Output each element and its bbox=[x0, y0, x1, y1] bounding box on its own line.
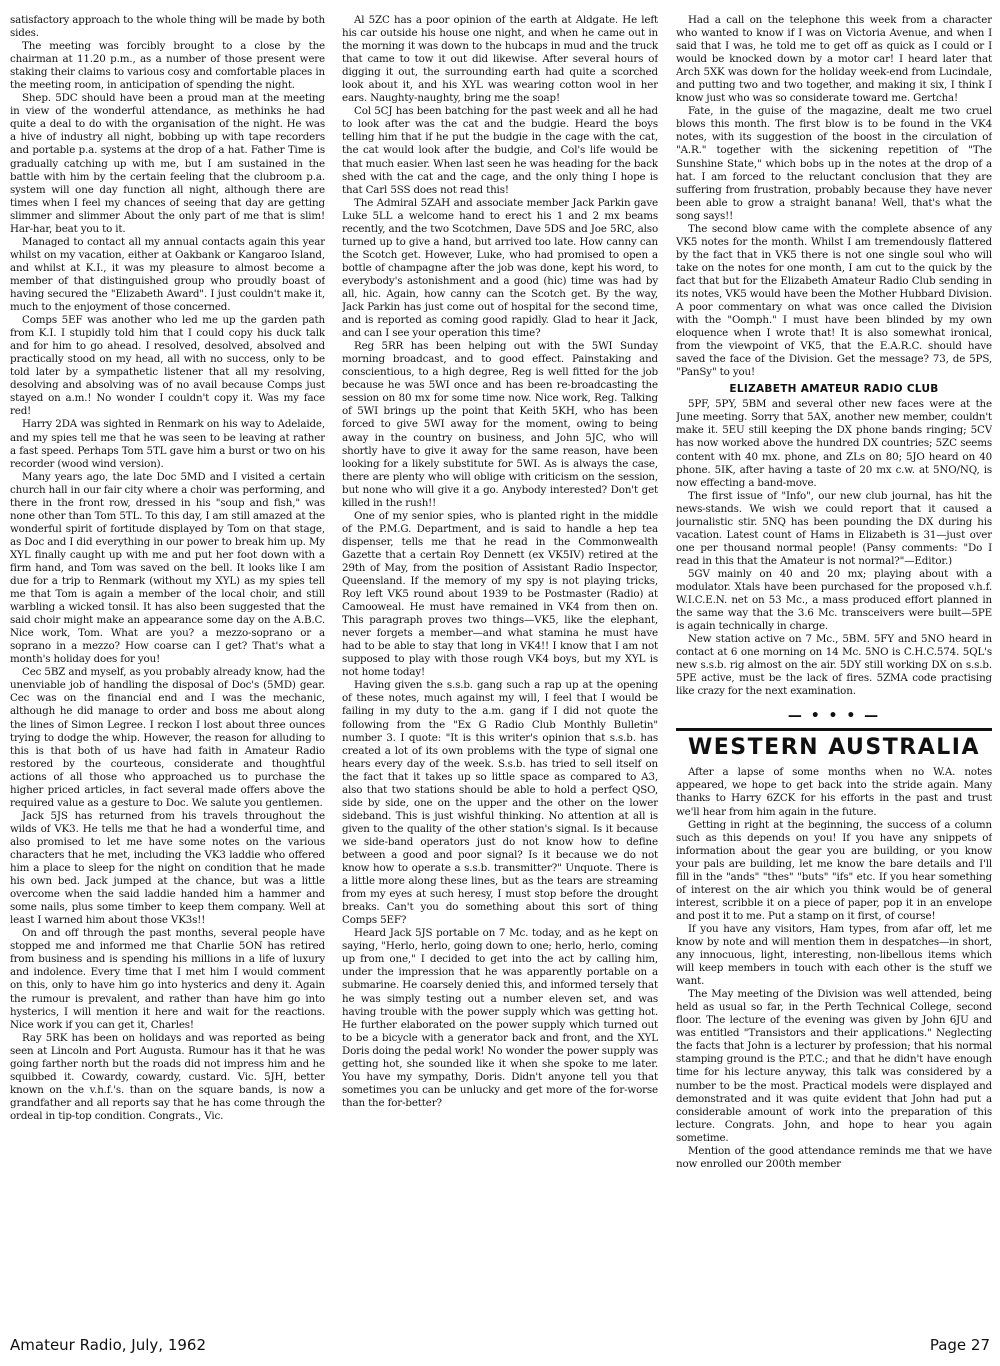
paragraph: Col 5CJ has been batching for the past week and all he had to look after was the cat and the budgie. Heard the boys telling him that if he put the budgie in the cage with the cat, the cat would look after the budgie, and Col's life would be that much easier. When last seen he was heading for the back shed with the cat and the cage, and the only thing I hope is that Carl 5SS does not read this! bbox=[342, 105, 658, 196]
footer-publication: Amateur Radio, July, 1962 bbox=[10, 1336, 206, 1354]
paragraph: Cec 5BZ and myself, as you probably already know, had the unenviable job of handling the disposal of Doc's (5MD) gear. Cec was on the financial end and I was the mechanic, although he did manage to order and boss me about along the lines of Simon Legree. I reckon I lost about three ounces trying to dodge the whip. However, the reason for alluding to this is that both of us have had faith in Amateur Radio restored by the courteous, considerate and thoughtful actions of all those who approached us to purchase the higher priced articles, in fact several made offers above the required value as a gesture to Doc. We salute you gentlemen. bbox=[10, 666, 325, 809]
paragraph: Managed to contact all my annual contacts again this year whilst on my vacation, either at Oakbank or Kangaroo Island, and whilst at K.I., it was my pleasure to almost become a member of that distinguished group who proudly boast of having secured the "Elizabeth Award". I just couldn't make it, much to the enjoyment of those concerned. bbox=[10, 235, 325, 314]
section-heading: ELIZABETH AMATEUR RADIO CLUB bbox=[729, 383, 939, 396]
paragraph: On and off through the past months, several people have stopped me and informed me that Charlie 5ON has retired from business and is spending his millions in a life of luxury and indolence. Every time that I met him I would comment on this, only to have him go into hysterics and deny it. Again the rumour is prevalent, and rather than have him go into hysterics, I will mention it here and wait for the reactions. Nice work if you can get it, Charles! bbox=[10, 927, 325, 1031]
paragraph: Having given the s.s.b. gang such a rap up at the opening of these notes, much against my will, I feel that I would be failing in my duty to the a.m. gang if I did not quote the following from the "Ex G Radio Club Monthly Bulletin" number 3. I quote: "It is this writer's opinion that s.s.b. has created a lot of its own problems with the type of signal one hears every day of the week. S.s.b. has tried to sell itself on the fact that it takes up so little space as compared to A3, also that two stations should be able to hold a perfect QSO, side by side, one on the upper and the other on the lower sideband. This is just wishful thinking. No attention at all is given to the quality of the other station's signal. Is it because we side-band operators just do not know how to define between a good and poor signal? Is it because we do not know how to operate a s.s.b. transmitter?" Unquote. There is a little more along these lines, but as the tears are streaming from my eyes at such heresy, I must stop before the drought breaks. Can't you do something about this sort of thing Comps 5EF? bbox=[342, 679, 658, 927]
paragraph: Jack 5JS has returned from his travels throughout the wilds of VK3. He tells me that he had a wonderful time, and also promised to let me have some notes on the various characters that he met, including the VK3 laddie who offered him a place to sleep for the night on condition that he made his own bed. Jack jumped at the chance, but was a little overcome when the said laddie handed him a hammer and some nails, plus some timber to keep them company. Well at least I warned him about those VK3s!! bbox=[10, 809, 325, 927]
paragraph: Many years ago, the late Doc 5MD and I visited a certain church hall in our fair city where a choir was performing, and there in the front row, dressed in his "soup and fish," was none other than Tom 5TL. To this day, I am still amazed at the wonderful spirit of fortitude displayed by Tom on that stage, as Doc and I did everything in our power to break him up. My XYL finally caught up with me and put her foot down with a firm hand, and Tom was saved on the bell. It looks like I am due for a trip to Renmark (without my XYL) as my spies tell me that Tom is again a member of the local choir, and still warbling a wicked tonsil. It has also been suggested that the said choir might make an appearance some day on the A.B.C. Nice work, Tom. What are you? a mezzo-soprano or a soprano in a mezzo? How coarse can I get? That's what a month's holiday does for you! bbox=[10, 470, 325, 666]
paragraph: If you have any visitors, Ham types, from afar off, let me know by note and will mention them in despatches—in short, any innocuous, light, interesting, non-libellous items which will keep members in touch with each other is the stuff we want. bbox=[676, 922, 992, 988]
column-3 bbox=[676, 14, 992, 1314]
paragraph: Comps 5EF was another who led me up the garden path from K.I. I stupidly told him that I could copy his duck talk and for him to go ahead. I resolved, desolved, absolved and practically stood on my head, all with no success, only to be told later by a sympathetic listener that all my resolving, desolving and absolving was of no avail because Comps just stayed on a.m.! No wonder I couldn't copy it. Was my face red! bbox=[10, 314, 325, 418]
paragraph: Ray 5RK has been on holidays and was reported as being seen at Lincoln and Port Augusta. Rumour has it that he was going farther north but the roads did not impress him and he squibbed it. Cowardy, cowardy, custard. Vic. 5JH, better known on the v.h.f.'s. than on the square bands, is now a grandfather and all reports say that he has come through the ordeal in tip-top condition. Congrats., Vic. bbox=[10, 1031, 325, 1122]
paragraph: New station active on 7 Mc., 5BM. 5FY and 5NO heard in contact at 6 one morning on 14 Mc. 5NO is C.H.C.574. 5QL's new s.s.b. rig almost on the air. 5DY still working DX on s.s.b. 5PE active, must be the lack of fires. 5ZMA code practising like crazy for the next examination. bbox=[676, 633, 992, 698]
region-heading: WESTERN AUSTRALIA bbox=[676, 728, 992, 760]
paragraph: Heard Jack 5JS portable on 7 Mc. today, and as he kept on saying, "Herlo, herlo, going down to one; herlo, herlo, coming up from one," I decided to get into the act by calling him, under the impression that he was apparently portable on a submarine. He coarsely denied this, and informed tersely that he was simply testing out a number eleven set, and was having trouble with the power supply which was getting hot. He further elaborated on the power supply which turned out to be a bicycle with a generator back and front, and the XYL Doris doing the pedal work! No wonder the power supply was getting hot, she sounded like it when she spoke to me later. You have my sympathy, Doris. Didn't anyone tell you that sometimes you can be unlucky and get more of the for-worse than the for-better? bbox=[342, 927, 658, 1109]
page-footer bbox=[10, 1336, 990, 1360]
paragraph: The meeting was forcibly brought to a close by the chairman at 11.20 p.m., as a number of those present were staking their claims to various cosy and comfortable places in the meeting room, in anticipation of spending the night. bbox=[10, 40, 325, 92]
paragraph: Harry 2DA was sighted in Renmark on his way to Adelaide, and my spies tell me that he was seen to be leaving at rather a fast speed. Perhaps Tom 5TL gave him a burst or two on his recorder (wood wind version). bbox=[10, 418, 325, 470]
paragraph: Had a call on the telephone this week from a character who wanted to know if I was on Victoria Avenue, and when I said that I was, he told me to get off as quick as I could or I would be knocked down by a motor car! I heard later that Arch 5XK was down for the holiday week-end from Lucindale, and putting two and two together, and making it six, I think I know just who was so considerate toward me. Gertcha! bbox=[676, 14, 992, 105]
paragraph: The first issue of "Info", our new club journal, has hit the news-stands. We wish we could report that it caused a journalistic stir. 5NQ has been pounding the DX during his vacation. Latest count of Hams in Elizabeth is 31—just over one per thousand normal people! (Pansy comments: "Do I read in this that the Amateur is not normal?"—Editor.) bbox=[676, 489, 992, 567]
footer-page-number: Page 27 bbox=[929, 1336, 990, 1354]
paragraph: One of my senior spies, who is planted right in the middle of the P.M.G. Department, and is said to handle a hep tea dispenser, tells me that he read in the Commonwealth Gazette that a certain Roy Dennett (ex VK5IV) retired at the 29th of May, from the position of Assistant Radio Inspector, Queensland. If the memory of my spy is not playing tricks, Roy left VK5 round about 1939 to be Postmaster (Radio) at Camooweal. He must have remained in VK4 from then on. This paragraph proves two things—VK5, like the elephant, never forgets a member—and what stamina he must have had to be able to stay that long in VK4!! I know that I am not supposed to play with those rough VK4 boys, but my XYL is not home today! bbox=[342, 509, 658, 679]
column-2 bbox=[342, 14, 658, 1314]
paragraph: The Admiral 5ZAH and associate member Jack Parkin gave Luke 5LL a welcome hand to erect his 1 and 2 mx beams recently, and the two Scotchmen, Dave 5DS and Joe 5RC, also turned up to give a hand, but arrived too late. How canny can the Scotch get. However, Luke, who had promised to open a bottle of champagne after the job was done, kept his word, to everybody's astonishment and a good (hic) time was had by all, hic. Again, how canny can the Scotch get. By the way, Jack Parkin has just come out of hospital for the second time, and is reported as coming good rapidly. Glad to hear it Jack, and can I see your operation this time? bbox=[342, 196, 658, 340]
paragraph: Fate, in the guise of the magazine, dealt me two cruel blows this month. The first blow is to be found in the VK4 notes, with its suggestion of the boost in the circulation of "A.R." together with the sickening repetition of "The Sunshine State," which bobs up in the notes at the drop of a hat. I am forced to the reluctant conclusion that they are suffering from frustration, probably because they have never been able to grow a straight banana! Well, that's what the song says!! bbox=[676, 105, 992, 222]
paragraph: 5PF, 5PY, 5BM and several other new faces were at the June meeting. Sorry that 5AX, another new member, couldn't make it. 5EU still keeping the DX phone bands ringing; 5CV has now worked above the hundred DX countries; 5ZC seems content with 40 mx. phone, and ZLs on 80; 5JO heard on 40 phone. 5IK, after having a taste of 20 mx c.w. at 5NO/NQ, is now effecting a band-move. bbox=[676, 398, 992, 489]
paragraph: The second blow came with the complete absence of any VK5 notes for the month. Whilst I am tremendously flattered by the fact that in VK5 there is not one single soul who will take on the notes for one month, I am cut to the quick by the fact that but for the Elizabeth Amateur Radio Club sending in its notes, VK5 would have been the Mother Hubbard Division. A poor commentary on what was once called the Division with the "Oomph." I must have been blinded by my own eloquence when I wrote that! It is also somewhat ironical, from the viewpoint of VK5, that the E.A.R.C. should have saved the face of the Division. Get the message? 73, de 5PS, "PanSy" to you! bbox=[676, 222, 992, 379]
paragraph: Mention of the good attendance reminds me that we have now enrolled our 200th member bbox=[676, 1144, 992, 1170]
paragraph: Reg 5RR has been helping out with the 5WI Sunday morning broadcast, and to good effect. Painstaking and conscientious, to a high degree, Reg is well fitted for the job because he was 5WI once and has been re-broadcasting the session on 80 mx for some time now. Nice work, Reg. Talking of 5WI brings up the point that Keith 5KH, who has been forced to give 5WI away for the moment, owing to being away in the country on business, and John 5JC, who will shortly have to give it away for the same reason, have been looking for a likely substitute for 5WI. As is always the case, there are plenty who will oblige with criticism on the session, but none who will give it a go. Anybody interested? Don't get killed in the rush!! bbox=[342, 340, 658, 509]
paragraph: The May meeting of the Division was well attended, being held as usual so far, in the Perth Technical College, second floor. The lecture of the evening was given by John 6JU and was entitled "Transistors and their applications." Neglecting the facts that John is a lecturer by profession; that his normal stamping ground is the P.T.C.; and that he didn't have enough time for his lecture anyway, this talk was considered by a number to be the most. Practical models were displayed and demonstrated and it was quite evident that John had put a considerable amount of work into the preparation of this lecture. Congrats. John, and hope to hear you again sometime. bbox=[676, 988, 992, 1144]
paragraph: satisfactory approach to the whole thing will be made by both sides. bbox=[10, 14, 325, 40]
section-separator: — • • • — bbox=[787, 708, 881, 725]
paragraph: After a lapse of some months when no W.A. notes appeared, we hope to get back into the stride again. Many thanks to Harry 6ZCK for his efforts in the past and trust we'll hear from him again in the future. bbox=[676, 766, 992, 818]
column-1 bbox=[10, 14, 325, 1314]
paragraph: Shep. 5DC should have been a proud man at the meeting in view of the wonderful attendance, as methinks he had quite a deal to do with the organisation of the night. He was a hive of industry all night, bobbing up with tape recorders and portable p.a. systems at the drop of a hat. Father Time is gradually catching up with me, but I am sustained in the battle with him by the certain feeling that the clubroom p.a. system will one day function all night, although there are times when I feel my chances of seeing that day are getting slimmer and slimmer About the only part of me that is slim! Har-har, beat you to it. bbox=[10, 92, 325, 235]
paragraph: Getting in right at the beginning, the success of a column such as this depends on you! If you have any snippets of information about the gear you are building, or you know your pals are building, let me know the bare details and I'll fill in the "ands" "thes" "buts" "ifs" etc. If you hear something of interest on the air which you think would be of general interest, scribble it on a piece of paper, pop it in an envelope and post it to me. Put a stamp on it first, of course! bbox=[676, 818, 992, 922]
paragraph: 5GV mainly on 40 and 20 mx; playing about with a modulator. Xtals have been purchased for the proposed v.h.f. W.I.C.E.N. net on 53 Mc., a mass produced effort planned in the same way that the 3.6 Mc. transceivers were built—5PE is again technically in charge. bbox=[676, 567, 992, 633]
paragraph: Al 5ZC has a poor opinion of the earth at Aldgate. He left his car outside his house one night, and when he came out in the morning it was down to the hubcaps in mud and the truck that came to tow it out did likewise. After several hours of digging it out, the surrounding earth had quite a scorched look about it, and his XYL was wearing cotton wool in her ears. Naughty-naughty, bring me the soap! bbox=[342, 14, 658, 105]
